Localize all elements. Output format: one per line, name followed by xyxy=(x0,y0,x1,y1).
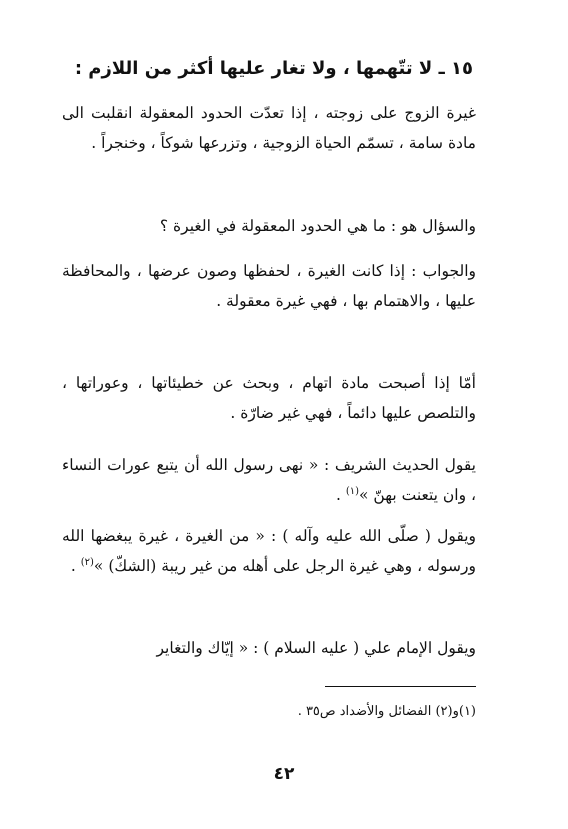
footnote: (١)و(٢) الفضائل والأضداد ص٣٥ . xyxy=(297,704,476,719)
paragraph-5-end: . xyxy=(335,486,346,504)
footnote-divider xyxy=(325,686,476,687)
footnote-marker-1: (١) xyxy=(345,485,359,497)
paragraph-4: أمّا إذا أصبحت مادة اتهام ، وبحث عن خطيئاتها ، وعوراتها ، والتلصص عليها دائماً ، فهي غير ضارّة . xyxy=(62,374,476,422)
page-number: ٤٢ xyxy=(273,764,295,784)
paragraph-5 xyxy=(62,450,476,510)
paragraph-6-text: ويقول ( صلّى الله عليه وآله ) : « من الغيرة ، غيرة يبغضها الله ورسوله ، وهي غيرة الرجل على أهله من غير ريبة (الشكّ) » xyxy=(62,527,476,575)
paragraph-1: غيرة الزوج على زوجته ، إذا تعدّت الحدود المعقولة انقلبت الى مادة سامة ، تسمّم الحياة الزوجية ، وتزرعها شوكاً ، وخنجراً . xyxy=(62,104,476,152)
paragraph-5-text: يقول الحديث الشريف : « نهى رسول الله أن يتبع عورات النساء ، وان يتعنت بهنّ » xyxy=(62,456,476,504)
footnote-marker-2: (٢) xyxy=(80,556,94,568)
paragraph-2: والسؤال هو : ما هي الحدود المعقولة في الغيرة ؟ xyxy=(159,217,476,235)
paragraph-6 xyxy=(62,521,476,581)
paragraph-6-end: . xyxy=(70,557,81,575)
paragraph-3: والجواب : إذا كانت الغيرة ، لحفظها وصون عرضها ، والمحافظة عليها ، والاهتمام بها ، فهي غيرة معقولة . xyxy=(62,262,476,310)
paragraph-7: ويقول الإمام علي ( عليه السلام ) : « إيّاك والتغاير xyxy=(156,639,476,657)
section-heading: ١٥ ـ لا تتّهمها ، ولا تغار عليها أكثر من اللازم : xyxy=(74,58,473,79)
